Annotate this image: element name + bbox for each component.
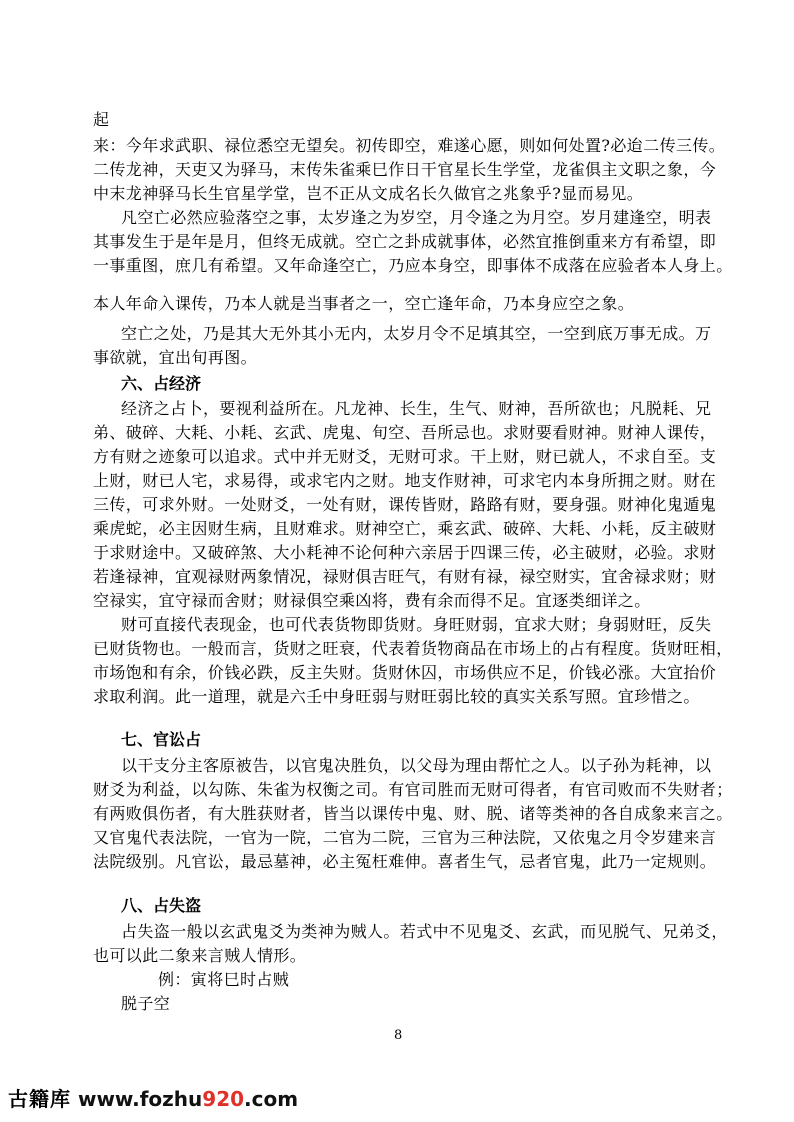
text-line: 其事发生于是年是月，但终无成就。空亡之卦成就事体，必然宜推倒重来方有希望，即 [93,232,717,251]
text-line: 二传龙神，天吏又为驿马，末传朱雀乘巳作日干官星长生学堂，龙雀俱主文职之象，今 [93,160,717,179]
text-line: 经济之占卜，要视利益所在。凡龙神、长生，生气、财神，吾所欲也；凡脱耗、兄 [121,399,712,418]
text-line: 本人年命入课传，乃本人就是当事者之一，空亡逢年命，乃本身应空之象。 [93,294,635,313]
section-heading-economy: 六、占经济 [121,374,202,393]
text-line: 来：今年求武职、禄位悉空无望矣。初传即空，难遂心愿，则如何处置?必迨二传三传。 [93,136,726,155]
site-url-part: www.fozhu [77,1087,203,1111]
text-line: 事欲就，宜出旬再图。 [93,348,258,367]
text-line: 于求财途中。又破碎煞、大小耗神不论何种六亲居于四课三传，必主破财，必验。求财 [93,543,717,562]
text-line: 法院级别。凡官讼，最忌墓神，必主冤枉难伸。喜者生气，忌者官鬼，此乃一定规则。 [93,852,717,871]
footer-watermark [8,1083,298,1113]
site-url-part: 920 [202,1087,245,1111]
text-line: 乘虎蛇，必主因财生病，且财难求。财神空亡，乘玄武、破碎、大耗、小耗，反主破财 [93,519,717,538]
page-number: 8 [394,1028,403,1043]
text-line: 弟、破碎、大耗、小耗、玄武、虎鬼、旬空、吾所忌也。求财要看财神。财神人课传， [93,423,717,442]
section-heading-theft: 八、占失盗 [121,896,202,915]
text-line: 起 [93,110,110,129]
text-line: 脱子空 [121,994,171,1013]
text-line: 例：寅将巳时占贼 [158,970,290,989]
site-url-part: .com [244,1087,299,1111]
text-line: 空亡之处，乃是其大无外其小无内，太岁月令不足填其空，一空到底万事无成。万 [121,324,712,343]
text-line: 财爻为利益，以勾陈、朱雀为权衡之司。有官司胜而无财可得者，有官司败而不失财者； [93,780,733,799]
text-line: 中末龙神驿马长生官星学堂，岂不正从文成名长久做官之兆象乎?显而易见。 [93,184,644,203]
site-name: 古籍库 [8,1087,71,1111]
text-line: 有两败俱伤者，有大胜获财者，皆当以课传中鬼、财、脱、诸等类神的各自成象来言之。 [93,804,733,823]
text-line: 财可直接代表现金，也可代表货物即货财。身旺财弱，宜求大财；身弱财旺，反失 [121,615,712,634]
text-line: 若逢禄神，宜观禄财两象情况，禄财俱吉旺气，有财有禄，禄空财实，宜舍禄求财；财 [93,567,717,586]
text-line: 占失盗一般以玄武鬼爻为类神为贼人。若式中不见鬼爻、玄武，而见脱气、兄弟爻， [121,922,728,941]
text-line: 市场饱和有余，价钱必跌，反主失财。货财休囚，市场供应不足，价钱必涨。大宜抬价 [93,663,717,682]
text-line: 已财货物也。一般而言，货财之旺衰，代表着货物商品在市场上的占有程度。货财旺相， [93,639,733,658]
text-line: 方有财之迹象可以追求。式中并无财爻，无财可求。干上财，财已就人，不求自至。支 [93,447,717,466]
text-line: 求取利润。此一道理，就是六壬中身旺弱与财旺弱比较的真实关系写照。宜珍惜之。 [93,687,700,706]
text-line: 三传，可求外财。一处财爻，一处有财，课传皆财，路路有财，要身强。财神化鬼遁鬼 [93,495,717,514]
text-line: 上财，财已人宅，求易得，或求宅内之财。地支作财神，可求宅内本身所拥之财。财在 [93,471,717,490]
text-line: 一事重图，庶几有希望。又年命逢空亡，乃应本身空，即事体不成落在应验者本人身上。 [93,256,733,275]
section-heading-lawsuit: 七、官讼占 [121,730,202,749]
text-line: 凡空亡必然应验落空之事，太岁逢之为岁空，月令逢之为月空。岁月建逢空，明表 [121,208,712,227]
text-line: 又官鬼代表法院，一官为一院，二官为二院，三官为三种法院，又依鬼之月令岁建来言 [93,828,717,847]
text-line: 空禄实，宜守禄而舍财；财禄俱空乘凶将，费有余而得不足。宜逐类细详之。 [93,591,651,610]
text-line: 以干支分主客原被告，以官鬼决胜负，以父母为理由帮忙之人。以子孙为耗神，以 [121,756,712,775]
text-line: 也可以此二象来言贼人情形。 [93,946,307,965]
